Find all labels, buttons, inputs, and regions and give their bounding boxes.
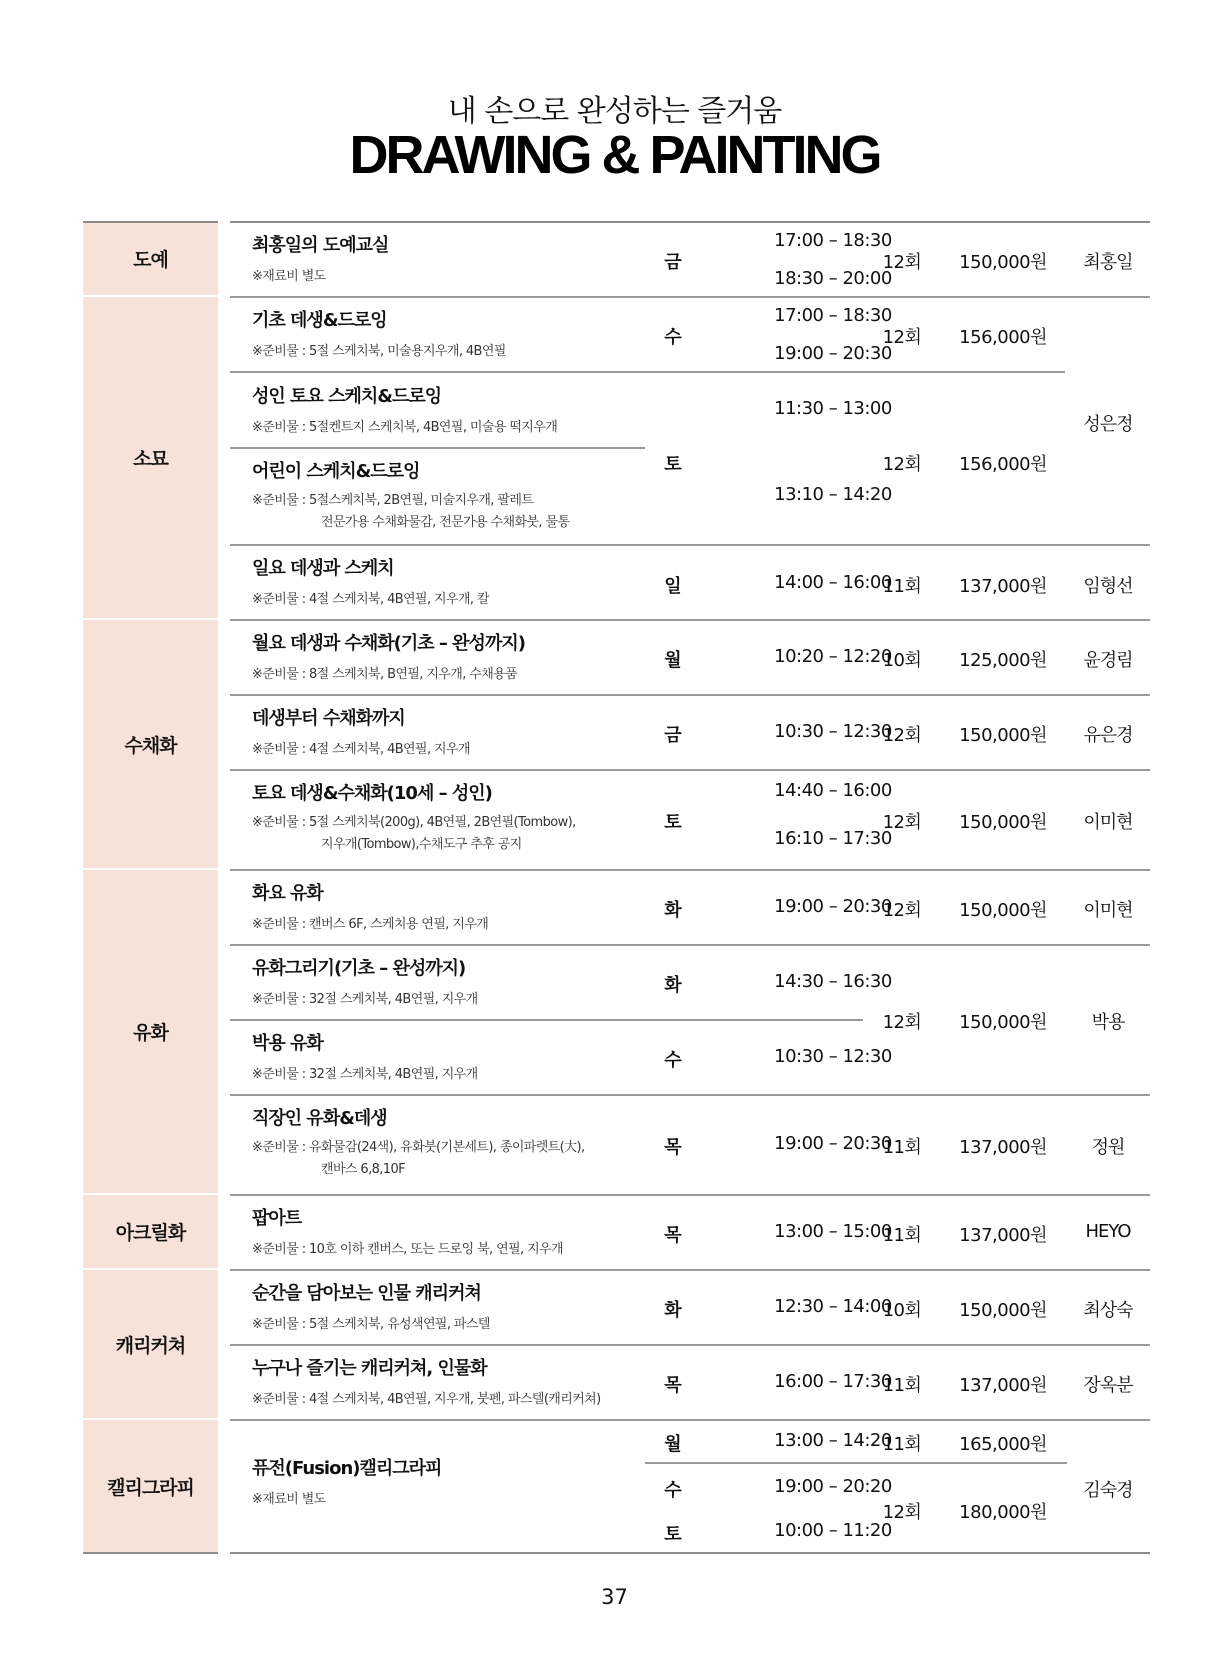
row-divider: [230, 544, 1150, 546]
course-time: 19:00 – 20:30: [774, 896, 892, 917]
course-instructor: 이미현: [1083, 900, 1133, 921]
course-day: 목: [664, 1137, 682, 1158]
course-day: 목: [664, 1225, 682, 1246]
course-time: 19:00 – 20:20: [774, 1476, 892, 1497]
category-top-rule: [83, 221, 218, 223]
course-price: 150,000원: [959, 1012, 1047, 1033]
course-time: 10:00 – 11:20: [774, 1520, 892, 1541]
course-count: 10회: [882, 1300, 922, 1321]
course-day: 목: [664, 1375, 682, 1396]
course-note: [252, 1137, 585, 1181]
course-note: ※준비물 : 10호 이하 캔버스, 또는 드로잉 북, 연필, 지우개: [252, 1242, 563, 1257]
course-price: 150,000원: [959, 900, 1047, 921]
course-note: [252, 812, 576, 856]
course-day: 수: [664, 1480, 682, 1501]
course-instructor: 박용: [1091, 1012, 1125, 1033]
course-note: ※준비물 : 5절 스케치북, 미술용지우개, 4B연필: [252, 344, 506, 359]
page-title: DRAWING & PAINTING: [349, 125, 880, 185]
row-divider: [230, 1094, 1150, 1096]
row-divider: [230, 1269, 1150, 1271]
category-caricature: 캐리커쳐: [83, 1270, 218, 1418]
course-title: 박용 유화: [252, 1033, 323, 1054]
course-price: 150,000원: [959, 725, 1047, 746]
course-note: [252, 490, 569, 534]
course-note-line: ※준비물 : 5절 스케치북(200g), 4B연필, 2B연필(Tombow),: [252, 815, 576, 830]
course-time: 17:00 – 18:30: [774, 230, 892, 251]
course-note: ※준비물 : 8절 스케치북, B연필, 지우개, 수채용품: [252, 667, 518, 682]
row-divider: [230, 944, 1150, 946]
course-time: 12:30 – 14:00: [774, 1296, 892, 1317]
row-divider: [230, 869, 1150, 871]
course-title: 월요 데생과 수채화(기초 – 완성까지): [252, 633, 525, 654]
course-day: 일: [664, 576, 682, 597]
category-sketch: 소묘: [83, 297, 218, 618]
course-note-continued: 전문가용 수채화물감, 전문가용 수채화붓, 물통: [321, 515, 570, 530]
course-count: 11회: [882, 576, 922, 597]
course-time: 16:10 – 17:30: [774, 828, 892, 849]
course-instructor: 김숙경: [1083, 1480, 1133, 1501]
course-price: 150,000원: [959, 1300, 1047, 1321]
course-instructor: 정원: [1091, 1137, 1125, 1158]
category-bottom-rule: [83, 1552, 218, 1554]
course-title: 최홍일의 도예교실: [252, 235, 389, 256]
course-note: ※준비물 : 32절 스케치북, 4B연필, 지우개: [252, 1067, 478, 1082]
course-time: 11:30 – 13:00: [774, 398, 892, 419]
course-time: 19:00 – 20:30: [774, 343, 892, 364]
course-day: 월: [664, 650, 682, 671]
course-count: 12회: [882, 812, 922, 833]
course-instructor: 윤경림: [1083, 650, 1133, 671]
course-count: 11회: [882, 1375, 922, 1396]
course-instructor: 유은경: [1083, 725, 1133, 746]
page-number: 37: [601, 1585, 628, 1609]
course-title: 기초 데생&드로잉: [252, 310, 387, 331]
course-title: 화요 유화: [252, 883, 323, 904]
course-note-line: ※준비물 : 5절스케치북, 2B연필, 미술지우개, 팔레트: [252, 493, 534, 508]
page-subtitle: 내 손으로 완성하는 즐거움: [447, 94, 782, 129]
row-divider: [230, 769, 1150, 771]
course-day: 화: [664, 975, 682, 996]
category-oil-painting: 유화: [83, 870, 218, 1193]
course-title: 누구나 즐기는 캐리커쳐, 인물화: [252, 1358, 487, 1379]
course-day: 금: [664, 725, 682, 746]
course-day: 화: [664, 900, 682, 921]
course-count: 11회: [882, 1434, 922, 1455]
course-price: 137,000원: [959, 1225, 1047, 1246]
category-ceramics: 도예: [83, 222, 218, 295]
course-instructor: 최홍일: [1083, 252, 1133, 273]
course-count: 12회: [882, 900, 922, 921]
row-divider: [230, 694, 1150, 696]
course-note: ※준비물 : 5절켄트지 스케치북, 4B연필, 미술용 떡지우개: [252, 420, 558, 435]
category-calligraphy: 캘리그라피: [83, 1420, 218, 1552]
row-divider-partial: [230, 447, 645, 449]
course-title: 유화그리기(기초 – 완성까지): [252, 958, 466, 979]
course-time: 18:30 – 20:00: [774, 268, 892, 289]
course-note-continued: 지우개(Tombow),수채도구 추후 공지: [321, 837, 522, 852]
course-price: 125,000원: [959, 650, 1047, 671]
course-count: 12회: [882, 1012, 922, 1033]
course-time: 10:20 – 12:20: [774, 646, 892, 667]
course-day: 토: [664, 454, 682, 475]
course-title: 직장인 유화&데생: [252, 1108, 387, 1129]
table-bottom-rule: [230, 1552, 1150, 1554]
row-divider: [230, 1194, 1150, 1196]
course-count: 12회: [882, 252, 922, 273]
course-note: ※준비물 : 32절 스케치북, 4B연필, 지우개: [252, 992, 478, 1007]
course-title: 데생부터 수채화까지: [252, 708, 405, 729]
course-note: ※준비물 : 4절 스케치북, 4B연필, 지우개, 붓펜, 파스텔(캐리커쳐): [252, 1392, 601, 1407]
course-note: ※준비물 : 4절 스케치북, 4B연필, 지우개: [252, 742, 470, 757]
course-instructor: 장옥분: [1083, 1375, 1133, 1396]
row-divider: [230, 371, 1065, 373]
course-note: ※준비물 : 캔버스 6F, 스케치용 연필, 지우개: [252, 917, 489, 932]
course-time: 14:30 – 16:30: [774, 971, 892, 992]
course-price: 137,000원: [959, 1137, 1047, 1158]
course-title: 순간을 담아보는 인물 캐리커쳐: [252, 1283, 481, 1304]
course-title: 일요 데생과 스케치: [252, 558, 394, 579]
row-divider-partial: [230, 1019, 863, 1021]
course-title: 팝아트: [252, 1208, 302, 1229]
row-divider-partial: [645, 1462, 1067, 1464]
row-divider: [230, 1344, 1150, 1346]
course-count: 11회: [882, 1225, 922, 1246]
course-time: 10:30 – 12:30: [774, 721, 892, 742]
course-time: 17:00 – 18:30: [774, 305, 892, 326]
course-count: 12회: [882, 725, 922, 746]
course-count: 12회: [882, 1502, 922, 1523]
course-instructor: 성은정: [1083, 414, 1133, 435]
course-day: 수: [664, 327, 682, 348]
course-title: 퓨전(Fusion)캘리그라피: [252, 1458, 442, 1479]
course-title: 성인 토요 스케치&드로잉: [252, 386, 442, 407]
course-count: 11회: [882, 1137, 922, 1158]
course-day: 금: [664, 252, 682, 273]
course-note: ※준비물 : 5절 스케치북, 유성색연필, 파스텔: [252, 1317, 490, 1332]
course-day: 수: [664, 1050, 682, 1071]
row-divider: [230, 296, 1150, 298]
course-instructor: HEYO: [1085, 1221, 1131, 1242]
course-title: 어린이 스케치&드로잉: [252, 461, 420, 482]
course-time: 13:00 – 15:00: [774, 1221, 892, 1242]
course-time: 14:00 – 16:00: [774, 572, 892, 593]
course-price: 137,000원: [959, 1375, 1047, 1396]
row-divider: [230, 619, 1150, 621]
course-price: 150,000원: [959, 812, 1047, 833]
course-count: 12회: [882, 327, 922, 348]
course-note-line: ※준비물 : 유화물감(24색), 유화붓(기본세트), 종이파렛트(大),: [252, 1140, 585, 1155]
course-note: ※재료비 별도: [252, 1492, 326, 1507]
course-price: 180,000원: [959, 1502, 1047, 1523]
course-note: ※재료비 별도: [252, 269, 326, 284]
course-instructor: 임형선: [1083, 576, 1133, 597]
course-count: 10회: [882, 650, 922, 671]
course-price: 150,000원: [959, 252, 1047, 273]
table-top-rule: [230, 221, 1150, 223]
course-day: 화: [664, 1300, 682, 1321]
course-day: 토: [664, 1524, 682, 1545]
course-time: 10:30 – 12:30: [774, 1046, 892, 1067]
course-time: 13:00 – 14:20: [774, 1430, 892, 1451]
course-time: 19:00 – 20:30: [774, 1133, 892, 1154]
row-divider: [230, 1419, 1150, 1421]
course-day: 토: [664, 812, 682, 833]
course-price: 156,000원: [959, 454, 1047, 475]
course-instructor: 최상숙: [1083, 1300, 1133, 1321]
category-watercolor: 수채화: [83, 620, 218, 868]
course-price: 156,000원: [959, 327, 1047, 348]
course-instructor: 이미현: [1083, 812, 1133, 833]
course-time: 13:10 – 14:20: [774, 484, 892, 505]
course-time: 16:00 – 17:30: [774, 1371, 892, 1392]
course-count: 12회: [882, 454, 922, 475]
course-day: 월: [664, 1434, 682, 1455]
course-price: 165,000원: [959, 1434, 1047, 1455]
course-title: 토요 데생&수채화(10세 – 성인): [252, 783, 492, 804]
course-note: ※준비물 : 4절 스케치북, 4B연필, 지우개, 칼: [252, 592, 489, 607]
course-time: 14:40 – 16:00: [774, 780, 892, 801]
category-acrylic: 아크릴화: [83, 1195, 218, 1268]
course-note-continued: 캔바스 6,8,10F: [321, 1162, 406, 1177]
course-price: 137,000원: [959, 576, 1047, 597]
